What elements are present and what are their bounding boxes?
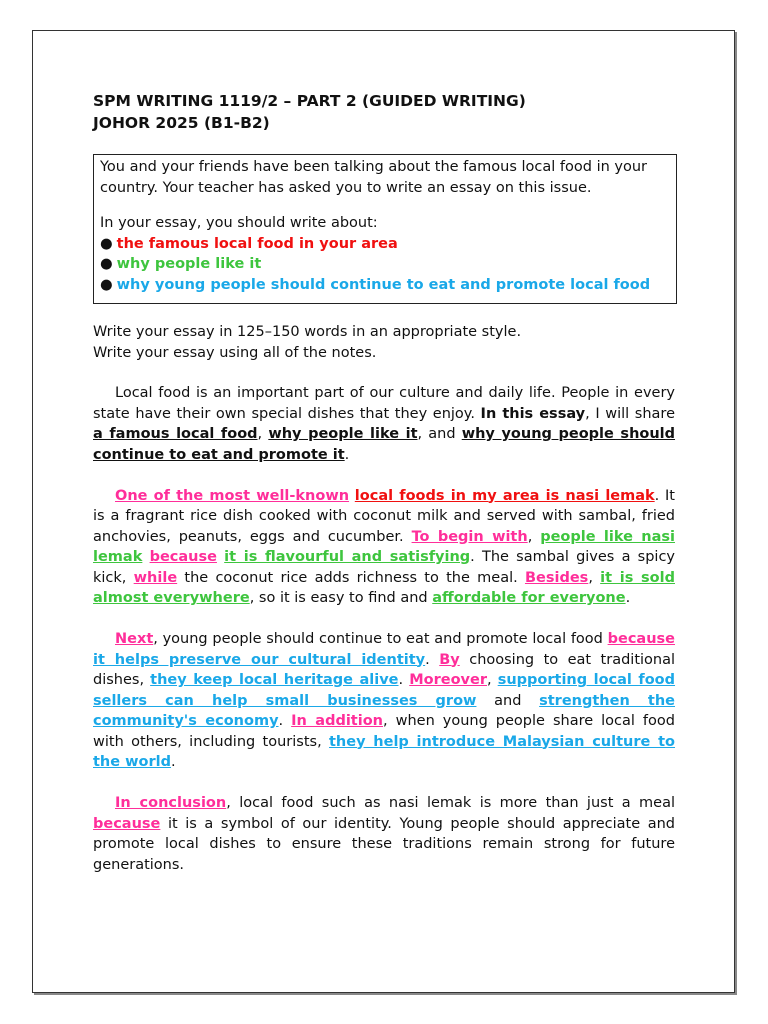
document-content (93, 90, 675, 896)
bullet-text: why people like it (116, 256, 262, 272)
bullet-icon: ● (100, 235, 113, 252)
essay-paragraph-1: Local food is an important part of our culture and daily life. People in every state have their own special dishes that they enjoy. In this essay, I will share a famous local food, why people like it, and why young people should continue to eat and promote it. (93, 385, 676, 463)
bullet-icon: ● (100, 256, 113, 272)
prompt-box (93, 154, 677, 304)
instruction-line-2: Write your essay using all of the notes. (93, 344, 377, 361)
title-line-1: SPM WRITING 1119/2 – PART 2 (GUIDED WRITING) (93, 92, 526, 110)
essay-paragraph-3: Next, young people should continue to eat and promote local food because it helps preserve our cultural identity. By choosing to eat traditional dishes, they keep local heritage alive. Moreover, supporting local food sellers can help small businesses grow and strengthen the community's economy. In addition, when young people share local food with others, including tourists, they help introduce Malaysian culture to the world. (93, 631, 676, 770)
instruction-line-1: Write your essay in 125–150 words in an appropriate style. (93, 324, 522, 340)
prompt-intro: You and your friends have been talking about the famous local food in your country. Your teacher has asked you to write an essay on this issue. (100, 159, 648, 196)
instructions (93, 322, 675, 363)
prompt-bullet-3 (100, 275, 670, 296)
essay-paragraph-4: In conclusion, local food such as nasi lemak is more than just a meal because it is a symbol of our identity. Young people should appreciate and promote local dishes to ensure these traditions remain strong for future generations. (93, 795, 676, 873)
bullet-text: the famous local food in your area (116, 235, 398, 252)
essay (93, 383, 675, 875)
prompt-bullet-1 (100, 234, 670, 255)
title-line-2: JOHOR 2025 (B1-B2) (93, 114, 270, 132)
bullet-text: why young people should continue to eat and promote local food (116, 276, 651, 293)
prompt-bullet-2 (100, 254, 670, 275)
prompt-lead: In your essay, you should write about: (100, 215, 378, 231)
bullet-icon: ● (100, 276, 113, 293)
document-title (93, 90, 675, 134)
essay-paragraph-2: One of the most well-known local foods in my area is nasi lemak. It is a fragrant rice dish cooked with coconut milk and served with sambal, fried anchovies, peanuts, eggs and cucumber. To begin with, people like nasi lemak because it is flavourful and satisfying. The sambal gives a spicy kick, while the coconut rice adds richness to the meal. Besides, it is sold almost everywhere, so it is easy to find and affordable for everyone. (93, 487, 676, 606)
